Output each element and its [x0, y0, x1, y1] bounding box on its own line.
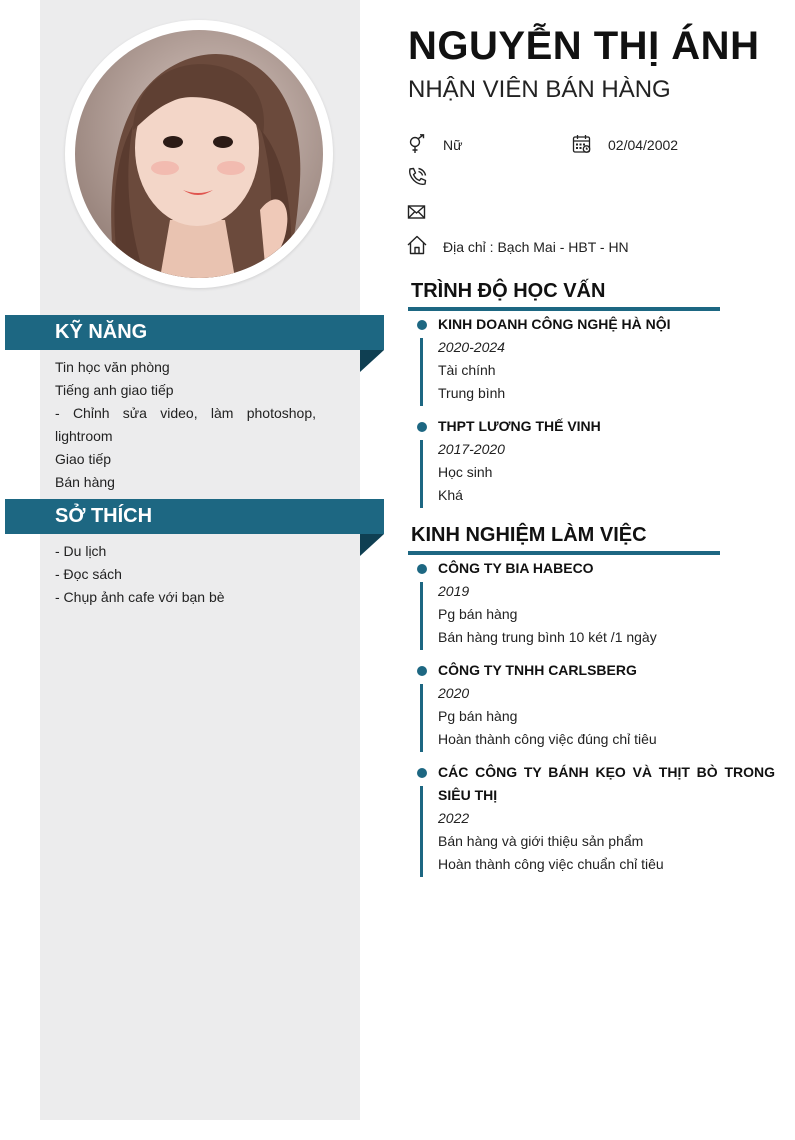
experience-entry [412, 659, 775, 751]
education-entry [412, 415, 775, 507]
experience-detail: Hoàn thành công việc chuẩn chỉ tiêu [438, 856, 664, 872]
education-period: 2017-2020 [438, 441, 505, 457]
birthdate-value: 02/04/2002 [608, 137, 679, 153]
education-period: 2020-2024 [438, 339, 505, 355]
education-heading: TRÌNH ĐỘ HỌC VẤN [411, 280, 606, 302]
education-result: Trung bình [438, 385, 506, 401]
education-school: KINH DOANH CÔNG NGHỆ HÀ NỘI [438, 316, 671, 332]
hobbies-fold-corner [360, 534, 384, 558]
experience-company: CÔNG TY BIA HABECO [438, 560, 594, 576]
timeline-line [420, 338, 423, 406]
skill-item: Giao tiếp [55, 451, 112, 467]
skill-item: Tiếng anh giao tiếp [55, 382, 174, 398]
education-entry [412, 313, 775, 405]
experience-detail: Hoàn thành công việc đúng chỉ tiêu [438, 731, 657, 747]
calendar-icon [572, 134, 592, 154]
experience-period: 2020 [438, 685, 470, 701]
timeline-dot [417, 564, 427, 574]
gender-value: Nữ [443, 137, 463, 153]
hobbies-heading: SỞ THÍCH [5, 499, 384, 534]
timeline-line [420, 684, 423, 752]
experience-divider [408, 551, 720, 555]
avatar [75, 30, 323, 278]
experience-entry [412, 557, 775, 649]
gender-icon [407, 134, 427, 154]
skills-heading: KỸ NĂNG [5, 315, 384, 350]
skill-item: Bán hàng [55, 474, 115, 490]
email-icon [407, 202, 427, 222]
hobby-item: - Du lịch [55, 543, 107, 559]
hobby-item: - Đọc sách [55, 566, 122, 582]
experience-detail: Bán hàng trung bình 10 két /1 ngày [438, 629, 657, 645]
experience-company: CÔNG TY TNHH CARLSBERG [438, 662, 637, 678]
phone-icon [407, 167, 427, 187]
job-title: NHẬN VIÊN BÁN HÀNG [408, 76, 671, 103]
timeline-dot [417, 768, 427, 778]
experience-period: 2022 [438, 810, 470, 826]
education-result: Khá [438, 487, 463, 503]
timeline-line [420, 582, 423, 650]
experience-role: Bán hàng và giới thiệu sản phẩm [438, 833, 644, 849]
timeline-line [420, 786, 423, 877]
experience-heading: KINH NGHIỆM LÀM VIỆC [411, 524, 647, 546]
experience-entry [412, 761, 775, 876]
education-major: Học sinh [438, 464, 493, 480]
hobby-item: - Chụp ảnh cafe với bạn bè [55, 589, 225, 605]
skill-item: - Chỉnh sửa video, làm photoshop, lightroom [55, 405, 316, 444]
address-value: Địa chỉ : Bạch Mai - HBT - HN [443, 239, 629, 255]
skill-item: Tin học văn phòng [55, 359, 170, 375]
education-school: THPT LƯƠNG THẾ VINH [438, 418, 601, 434]
experience-role: Pg bán hàng [438, 606, 518, 622]
education-divider [408, 307, 720, 311]
experience-period: 2019 [438, 583, 470, 599]
timeline-dot [417, 422, 427, 432]
experience-company: CÁC CÔNG TY BÁNH KẸO VÀ THỊT BÒ TRONG SIÊU THỊ [438, 764, 775, 803]
skills-list [55, 356, 316, 494]
candidate-name: NGUYỄN THỊ ÁNH [408, 24, 760, 68]
experience-role: Pg bán hàng [438, 708, 518, 724]
timeline-dot [417, 666, 427, 676]
home-icon [407, 235, 427, 255]
skills-fold-corner [360, 350, 384, 374]
hobbies-list [55, 540, 316, 609]
education-major: Tài chính [438, 362, 496, 378]
timeline-dot [417, 320, 427, 330]
timeline-line [420, 440, 423, 508]
